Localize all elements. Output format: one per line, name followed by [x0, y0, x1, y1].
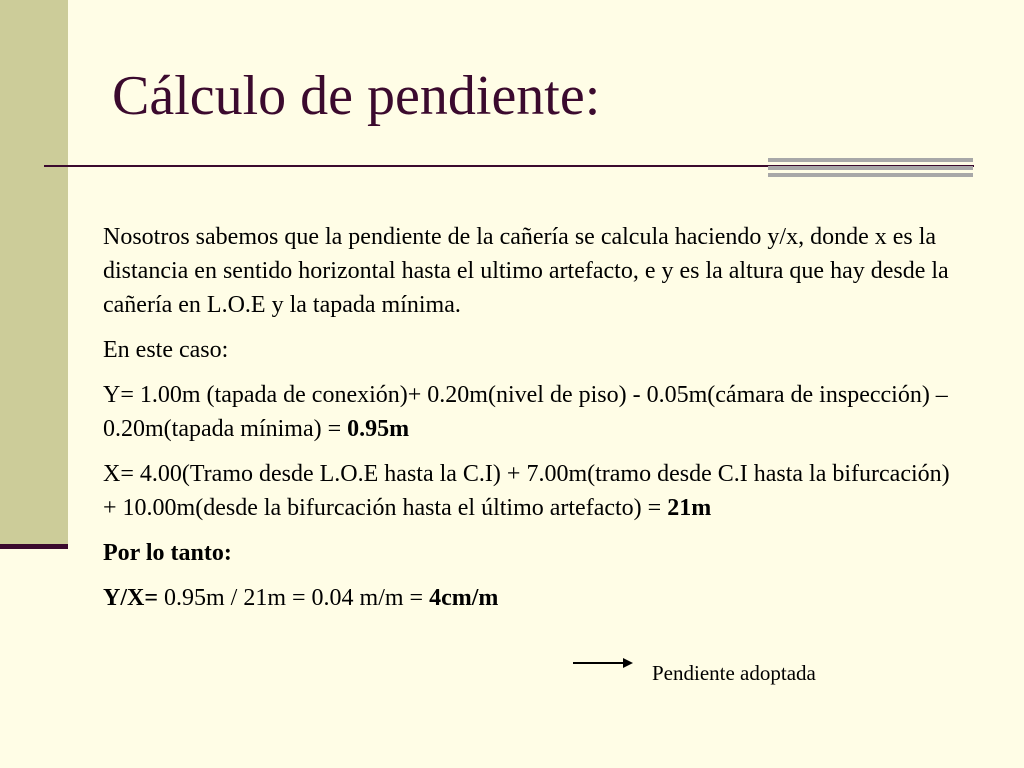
intro-paragraph: Nosotros sabemos que la pendiente de la cañería se calcula haciendo y/x, donde x es la distancia en sentido horizontal hasta el ultimo artefacto, e y es la altura que hay desde la cañería en L.O.E y la tapada mínima. — [103, 224, 949, 318]
x-formula — [103, 457, 953, 525]
accent-stripe — [768, 173, 973, 177]
slide-body — [103, 220, 953, 626]
case-label: En este caso: — [103, 337, 229, 363]
slide-title: Cálculo de pendiente: — [112, 65, 601, 127]
conclusion-label-text: Por lo tanto: — [103, 540, 232, 566]
slope-expression: 0.95m / 21m = 0.04 m/m = — [158, 585, 430, 611]
y-formula — [103, 378, 953, 446]
slope-result: 4cm/m — [429, 585, 499, 611]
x-formula-result: 21m — [667, 495, 712, 521]
conclusion-label — [103, 536, 953, 570]
slope-prefix: Y/X= — [103, 585, 159, 611]
y-formula-text: Y= 1.00m (tapada de conexión)+ 0.20m(nivel de piso) - 0.05m(cámara de inspección) – 0.20m(tapada mínima) = — [103, 382, 948, 442]
accent-stripe — [768, 158, 973, 162]
x-formula-text: X= 4.00(Tramo desde L.O.E hasta la C.I) + 7.00m(tramo desde C.I hasta la bifurcación) + 10.00m(desde la bifurcación hasta el último artefacto) = — [103, 461, 950, 521]
y-formula-result: 0.95m — [347, 416, 410, 442]
adopted-slope-caption: Pendiente adoptada — [652, 661, 816, 685]
title-rule-accent — [768, 158, 973, 179]
arrow-right-icon — [573, 654, 633, 672]
side-decor-bar — [0, 0, 68, 544]
side-decor-underline — [0, 544, 68, 549]
accent-stripe — [768, 166, 973, 170]
slope-formula — [103, 581, 953, 615]
